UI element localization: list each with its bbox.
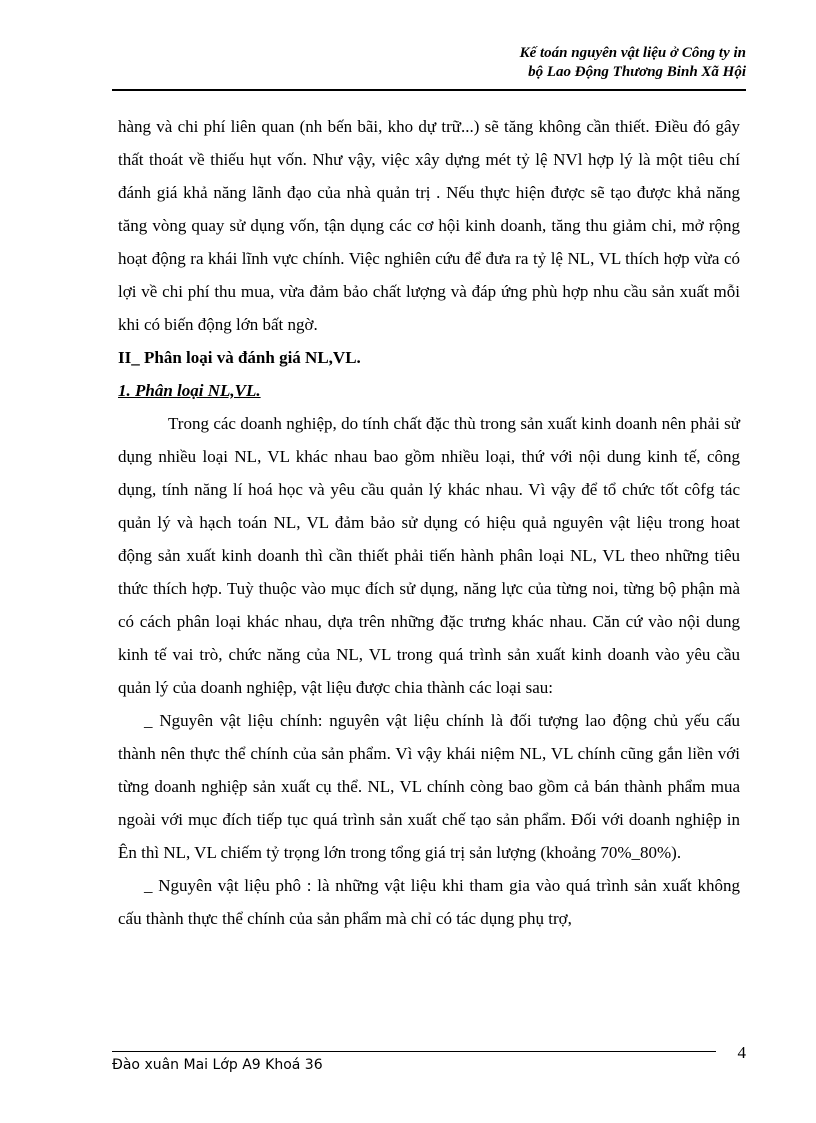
- section-heading: II_ Phân loại và đánh giá NL,VL.: [118, 348, 361, 367]
- footer-rule: [112, 1051, 716, 1052]
- page-number: 4: [737, 1043, 746, 1062]
- subsection-heading: 1. Phân loại NL,VL.: [118, 381, 261, 400]
- footer-author: Đào xuân Mai Lớp A9 Khoá 36: [112, 1057, 323, 1073]
- header-line-1: Kế toán nguyên vật liệu ở Công ty in: [519, 45, 746, 61]
- header-line-2: bộ Lao Động Thương Binh Xã Hội: [528, 64, 746, 80]
- running-header: [112, 44, 746, 82]
- document-body: [118, 110, 740, 935]
- paragraph-3: _ Nguyên vật liệu chính: nguyên vật liệu chính là đối tượng lao động chủ yếu cấu thành nên thực thể chính của sản phẩm. Vì vậy khái niệm NL, VL chính cũng gắn liền với từng doanh nghiệp sản xuất cụ thể. NL, VL chính còng bao gồm cả bán thành phẩm mua ngoài với mục đích tiếp tục quá trình sản xuất chế tạo sản phẩm. Đối với doanh nghiệp in Ên thì NL, VL chiếm tỷ trọng lớn trong tổng giá trị sản lượng (khoảng 70%_80%).: [118, 711, 740, 862]
- header-rule: [112, 89, 746, 91]
- paragraph-1: hàng và chi phí liên quan (nh bến bãi, kho dự trữ...) sẽ tăng không cần thiết. Điều đó gây thất thoát về thiếu hụt vốn. Như vậy, việc xây dựng mét tỷ lệ NVl hợp lý là một tiêu chí đánh giá khả năng lãnh đạo của nhà quản trị . Nếu thực hiện được sẽ tạo được khả năng tăng vòng quay sử dụng vốn, tận dụng các cơ hội kinh doanh, tăng thu giảm chi, mở rộng hoạt động ra khái lĩnh vực chính. Việc nghiên cứu để đưa ra tỷ lệ NL, VL thích hợp vừa có lợi về chi phí thu mua, vừa đảm bảo chất lượng và đáp ứng phù hợp nhu cầu sản xuất mỗi khi có biến động lớn bất ngờ.: [118, 117, 740, 334]
- paragraph-2: Trong các doanh nghiệp, do tính chất đặc thù trong sản xuất kinh doanh nên phải sử dụng nhiều loại NL, VL khác nhau bao gồm nhiều loại, thứ với nội dung kinh tế, công dụng, tính năng lí hoá học và yêu cầu quản lý khác nhau. Vì vậy để tổ chức tốt côfg tác quản lý và hạch toán NL, VL đảm bảo sử dụng có hiệu quả nguyên vật liệu trong hoat động sản xuất kinh doanh thì cần thiết phải tiến hành phân loại NL, VL theo những tiêu thức thích hợp. Tuỳ thuộc vào mục đích sử dụng, năng lực của từng noi, từng bộ phận mà có cách phân loại khác nhau, dựa trên những đặc trưng khác nhau. Căn cứ vào nội dung kinh tế vai trò, chức năng của NL, VL trong quá trình sản xuất kinh doanh vào yêu cầu quản lý của doanh nghiệp, vật liệu được chia thành các loại sau:: [118, 414, 740, 697]
- paragraph-4: _ Nguyên vật liệu phô : là những vật liệu khi tham gia vào quá trình sản xuất không cấu thành thực thể chính của sản phẩm mà chỉ có tác dụng phụ trợ,: [118, 876, 740, 928]
